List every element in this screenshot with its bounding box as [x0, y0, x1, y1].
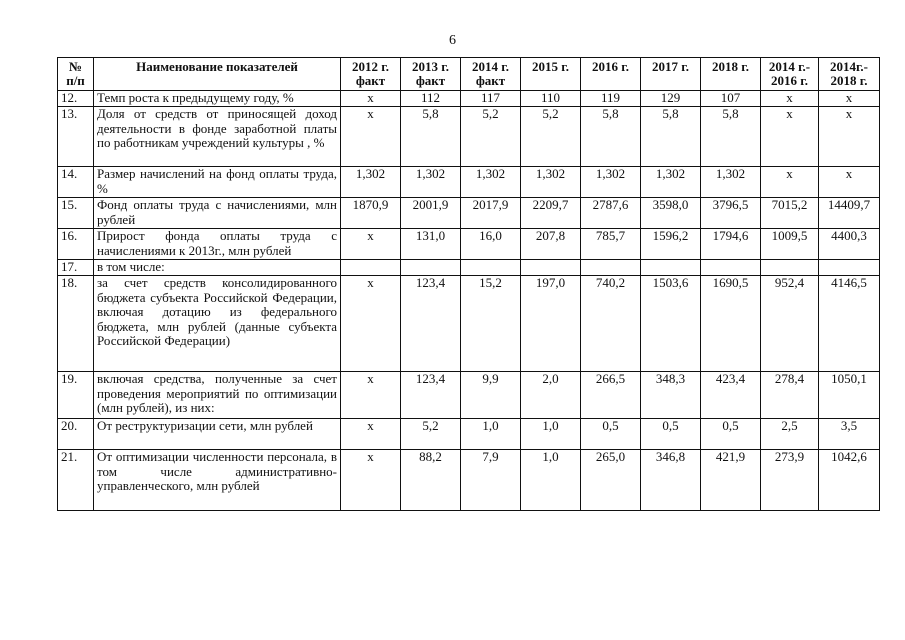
value-cell: 1,0	[521, 450, 581, 511]
row-number: 13.	[58, 107, 94, 167]
row-number: 14.	[58, 167, 94, 198]
header-year-1-line: 2013 г.	[412, 59, 449, 74]
value-cell: 346,8	[641, 450, 701, 511]
value-cell: 1,302	[581, 167, 641, 198]
value-cell: 131,0	[401, 229, 461, 260]
indicator-name: в том числе:	[94, 260, 341, 276]
value-cell: 9,9	[461, 372, 521, 419]
value-cell: 123,4	[401, 372, 461, 419]
header-year-4	[581, 58, 641, 91]
value-cell: 5,8	[401, 107, 461, 167]
value-cell: 3,5	[819, 419, 880, 450]
value-cell: 5,2	[521, 107, 581, 167]
row-number: 12.	[58, 91, 94, 107]
value-cell: 1050,1	[819, 372, 880, 419]
value-cell: 2001,9	[401, 198, 461, 229]
value-cell: 1503,6	[641, 276, 701, 372]
value-cell: 1,0	[521, 419, 581, 450]
value-cell: 14409,7	[819, 198, 880, 229]
value-cell: 423,4	[701, 372, 761, 419]
header-year-1-line: факт	[415, 73, 446, 88]
value-cell: х	[761, 107, 819, 167]
value-cell: 16,0	[461, 229, 521, 260]
row-number: 17.	[58, 260, 94, 276]
value-cell: 4146,5	[819, 276, 880, 372]
header-year-7-line: 2016 г.	[771, 73, 808, 88]
value-cell: 278,4	[761, 372, 819, 419]
table-row	[58, 91, 880, 107]
value-cell: 5,2	[461, 107, 521, 167]
value-cell: 5,8	[581, 107, 641, 167]
row-number: 18.	[58, 276, 94, 372]
value-cell: 0,5	[701, 419, 761, 450]
indicator-name: От оптимизации численности персонала, в том числе административно-управленческого, млн рублей	[94, 450, 341, 511]
table-row	[58, 372, 880, 419]
value-cell: х	[341, 91, 401, 107]
indicator-name: Темп роста к предыдущему году, %	[94, 91, 341, 107]
value-cell	[701, 260, 761, 276]
value-cell: 3598,0	[641, 198, 701, 229]
value-cell: 1690,5	[701, 276, 761, 372]
value-cell: 1596,2	[641, 229, 701, 260]
header-year-2-line: 2014 г.	[472, 59, 509, 74]
value-cell: 2017,9	[461, 198, 521, 229]
value-cell	[341, 260, 401, 276]
value-cell: 110	[521, 91, 581, 107]
value-cell: 7015,2	[761, 198, 819, 229]
value-cell: 1,302	[641, 167, 701, 198]
header-year-8	[819, 58, 880, 91]
value-cell: 117	[461, 91, 521, 107]
value-cell: 15,2	[461, 276, 521, 372]
value-cell	[401, 260, 461, 276]
row-number: 21.	[58, 450, 94, 511]
value-cell: 740,2	[581, 276, 641, 372]
value-cell: 2,5	[761, 419, 819, 450]
value-cell: 1,0	[461, 419, 521, 450]
value-cell	[521, 260, 581, 276]
value-cell: 112	[401, 91, 461, 107]
value-cell: 7,9	[461, 450, 521, 511]
value-cell: х	[761, 167, 819, 198]
header-num	[58, 58, 94, 91]
value-cell: 1009,5	[761, 229, 819, 260]
value-cell: х	[341, 276, 401, 372]
table-header-row	[58, 58, 880, 91]
table-row	[58, 450, 880, 511]
header-year-5	[641, 58, 701, 91]
header-year-3	[521, 58, 581, 91]
value-cell: 273,9	[761, 450, 819, 511]
header-name: Наименование показателей	[94, 58, 341, 91]
value-cell: х	[341, 372, 401, 419]
value-cell: 1,302	[461, 167, 521, 198]
value-cell	[641, 260, 701, 276]
header-year-5-line: 2017 г.	[652, 59, 689, 74]
header-year-3-line: 2015 г.	[532, 59, 569, 74]
value-cell: 197,0	[521, 276, 581, 372]
value-cell: 107	[701, 91, 761, 107]
indicator-name: Доля от средств от приносящей доход деятельности в фонде заработной платы по работникам учреждений культуры , %	[94, 107, 341, 167]
indicator-name: Размер начислений на фонд оплаты труда, %	[94, 167, 341, 198]
value-cell: х	[341, 229, 401, 260]
value-cell: х	[761, 91, 819, 107]
value-cell: 2209,7	[521, 198, 581, 229]
value-cell: х	[341, 107, 401, 167]
row-number: 15.	[58, 198, 94, 229]
header-num-line: №	[68, 59, 83, 74]
indicator-name: за счет средств консолидированного бюджета субъекта Российской Федерации, включая дотацию из федерального бюджета, млн рублей (данные субъекта Российской Федерации)	[94, 276, 341, 372]
value-cell: 88,2	[401, 450, 461, 511]
header-num-line: п/п	[66, 73, 85, 88]
value-cell: 123,4	[401, 276, 461, 372]
value-cell: 421,9	[701, 450, 761, 511]
row-number: 16.	[58, 229, 94, 260]
header-year-0-line: 2012 г.	[352, 59, 389, 74]
table-row	[58, 167, 880, 198]
value-cell	[581, 260, 641, 276]
value-cell: 0,5	[581, 419, 641, 450]
indicator-name: включая средства, полученные за счет проведения мероприятий по оптимизации (млн рублей), из них:	[94, 372, 341, 419]
header-year-6	[701, 58, 761, 91]
value-cell	[761, 260, 819, 276]
header-year-2-line: факт	[475, 73, 506, 88]
value-cell: 1794,6	[701, 229, 761, 260]
value-cell: 119	[581, 91, 641, 107]
table-row	[58, 276, 880, 372]
value-cell: х	[819, 107, 880, 167]
indicator-name: Фонд оплаты труда с начислениями, млн рублей	[94, 198, 341, 229]
value-cell: х	[341, 450, 401, 511]
table-row	[58, 419, 880, 450]
table-row	[58, 260, 880, 276]
value-cell	[819, 260, 880, 276]
table-row	[58, 229, 880, 260]
value-cell: х	[819, 167, 880, 198]
indicators-table	[57, 57, 880, 511]
value-cell: х	[341, 419, 401, 450]
header-year-1	[401, 58, 461, 91]
value-cell: 265,0	[581, 450, 641, 511]
value-cell: 129	[641, 91, 701, 107]
header-year-2	[461, 58, 521, 91]
header-year-7-line: 2014 г.-	[768, 59, 811, 74]
value-cell: 207,8	[521, 229, 581, 260]
value-cell: 2,0	[521, 372, 581, 419]
row-number: 19.	[58, 372, 94, 419]
header-year-8-line: 2018 г.	[830, 73, 868, 88]
value-cell: 3796,5	[701, 198, 761, 229]
header-year-0	[341, 58, 401, 91]
row-number: 20.	[58, 419, 94, 450]
value-cell: 1,302	[521, 167, 581, 198]
header-year-6-line: 2018 г.	[712, 59, 749, 74]
header-year-0-line: факт	[355, 73, 386, 88]
header-year-7	[761, 58, 819, 91]
header-year-4-line: 2016 г.	[592, 59, 629, 74]
table-row	[58, 198, 880, 229]
value-cell: 5,8	[701, 107, 761, 167]
value-cell: 1042,6	[819, 450, 880, 511]
header-year-8-line: 2014г.-	[829, 59, 869, 74]
value-cell: 2787,6	[581, 198, 641, 229]
value-cell: 785,7	[581, 229, 641, 260]
value-cell: 266,5	[581, 372, 641, 419]
page-number: 6	[449, 33, 456, 48]
value-cell: 348,3	[641, 372, 701, 419]
value-cell: х	[819, 91, 880, 107]
value-cell: 1,302	[401, 167, 461, 198]
value-cell: 4400,3	[819, 229, 880, 260]
value-cell: 952,4	[761, 276, 819, 372]
value-cell: 1870,9	[341, 198, 401, 229]
indicator-name: От реструктуризации сети, млн рублей	[94, 419, 341, 450]
value-cell: 0,5	[641, 419, 701, 450]
value-cell: 5,2	[401, 419, 461, 450]
value-cell: 1,302	[701, 167, 761, 198]
value-cell: 5,8	[641, 107, 701, 167]
value-cell: 1,302	[341, 167, 401, 198]
indicator-name: Прирост фонда оплаты труда с начислениями к 2013г., млн рублей	[94, 229, 341, 260]
table-row	[58, 107, 880, 167]
value-cell	[461, 260, 521, 276]
